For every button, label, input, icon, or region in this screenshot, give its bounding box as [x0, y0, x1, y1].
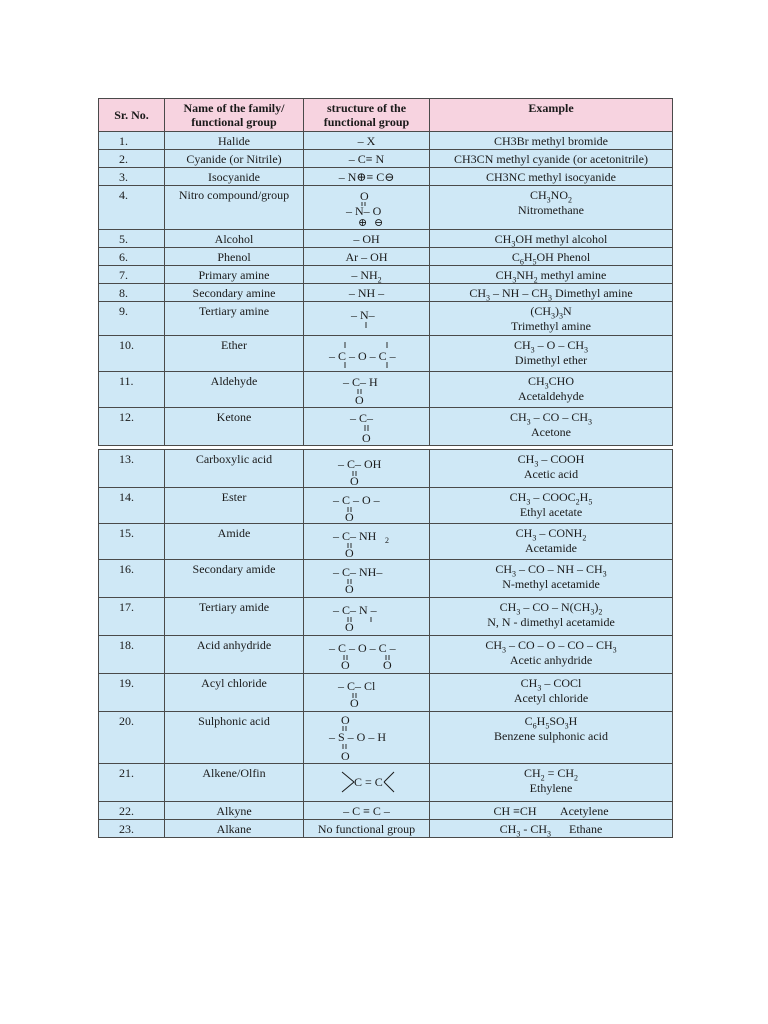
svg-text:O: O: [354, 393, 364, 406]
svg-text:O: O: [361, 431, 371, 444]
row-sr-no: 1.: [99, 132, 165, 150]
svg-text:O: O: [340, 658, 350, 672]
row-family-name: Primary amine: [165, 266, 304, 284]
example-name: Acetic acid: [523, 467, 579, 481]
example-formula: $CH_3CHO$: [527, 374, 574, 391]
row-structure: – OH: [304, 230, 430, 248]
table-row: [99, 450, 673, 488]
row-family-name: Alkyne: [165, 802, 304, 820]
example-text: CH3Br methyl bromide: [494, 134, 608, 148]
row-sr-no: 5.: [99, 230, 165, 248]
table-row: [99, 372, 673, 408]
example-formula: $CH_3$ – O – $CH_3$: [513, 338, 588, 355]
row-sr-no: 10.: [99, 336, 165, 372]
row-sr-no: 17.: [99, 598, 165, 636]
row-family-name: Aldehyde: [165, 372, 304, 408]
table-row: [99, 488, 673, 524]
row-example: [430, 560, 673, 598]
svg-text:– C–: – C–: [349, 411, 373, 425]
table-row: [99, 168, 673, 186]
row-sr-no: 3.: [99, 168, 165, 186]
negative-charge-icon: ⊖: [373, 217, 383, 228]
svg-text:– C– NH–: – C– NH–: [332, 565, 382, 579]
row-structure: [304, 372, 430, 408]
row-example: [430, 408, 673, 446]
functional-groups-table-part-1: [98, 98, 673, 446]
positive-charge-icon: ⊕: [357, 217, 367, 228]
table-row: [99, 674, 673, 712]
row-family-name: Nitro compound/group: [165, 186, 304, 230]
table-header-row: [99, 99, 673, 132]
ether-structure: [317, 338, 417, 370]
row-sr-no: 19.: [99, 674, 165, 712]
table-row: [99, 248, 673, 266]
example-name: Ethyl acetate: [519, 505, 583, 519]
example-name: Acetic anhydride: [509, 653, 593, 667]
svg-text:– C – O –: – C – O –: [332, 493, 380, 507]
example-name: Acetaldehyde: [518, 389, 584, 403]
row-structure: [304, 712, 430, 764]
svg-text:2: 2: [384, 536, 389, 545]
carboxylic-acid-structure: [332, 452, 402, 486]
row-family-name: Secondary amine: [165, 284, 304, 302]
svg-text:O: O: [344, 582, 354, 596]
example-formula: $C_6H_5SO_3H$: [524, 714, 578, 731]
row-example: [430, 302, 673, 336]
row-example: [430, 488, 673, 524]
example-text: CH3CN methyl cyanide (or acetonitrile): [454, 152, 648, 166]
example-name: Trimethyl amine: [511, 319, 591, 333]
row-sr-no: 4.: [99, 186, 165, 230]
table-row: [99, 820, 673, 838]
row-sr-no: 22.: [99, 802, 165, 820]
functional-groups-table-part-2: [98, 449, 673, 838]
row-structure: [304, 488, 430, 524]
example-text: $CH_3 - CH_3$ Ethane: [499, 822, 603, 839]
header-family-name-line-2: functional group: [191, 115, 277, 129]
row-structure: – C ≡ C –: [304, 802, 430, 820]
sulphonic-acid-structure: [327, 714, 407, 762]
svg-text:O: O: [340, 714, 350, 727]
row-sr-no: 13.: [99, 450, 165, 488]
example-formula: $CH_3$ – COCl: [520, 676, 582, 693]
header-structure-line-2: functional group: [323, 115, 410, 129]
example-formula: $CH_3$ – CO – $N(CH_3)_2$: [499, 600, 603, 617]
row-family-name: Halide: [165, 132, 304, 150]
example-formula: $CH_3$ – $COOC_2H_5$: [509, 490, 593, 507]
example-text: $CH_3NH_2$ methyl amine: [495, 268, 607, 285]
oxygen-top-atom: O: [359, 189, 369, 203]
example-name: Acetone: [531, 425, 571, 439]
row-family-name: Alcohol: [165, 230, 304, 248]
header-sr-no: Sr. No.: [99, 99, 165, 132]
example-formula: $CH_3$ – $CONH_2$: [515, 526, 587, 543]
ester-structure: [327, 490, 407, 522]
row-example: [430, 132, 673, 150]
svg-text:– C– N –: – C– N –: [332, 603, 377, 617]
table-row: [99, 302, 673, 336]
example-text: $CH_3OH$ methyl alcohol: [494, 232, 608, 249]
tertiary-amine-structure: [342, 304, 392, 332]
example-formula: $CH_2 = CH_2$: [523, 766, 579, 783]
svg-text:– C– Cl: – C– Cl: [337, 679, 375, 693]
secondary-amide-structure: [327, 562, 407, 596]
row-sr-no: 15.: [99, 524, 165, 560]
row-structure: [304, 450, 430, 488]
row-example: [430, 820, 673, 838]
example-text: CH ≡CH Acetylene: [493, 804, 609, 818]
example-name: Acetamide: [525, 541, 577, 555]
row-example: [430, 168, 673, 186]
row-family-name: Alkene/Olfin: [165, 764, 304, 802]
table-row: [99, 336, 673, 372]
row-example: [430, 764, 673, 802]
table-row: [99, 150, 673, 168]
row-family-name: Ketone: [165, 408, 304, 446]
row-structure: [304, 560, 430, 598]
svg-text:O: O: [344, 546, 354, 558]
example-name: Benzene sulphonic acid: [494, 729, 608, 743]
svg-text:O: O: [349, 696, 359, 710]
row-sr-no: 23.: [99, 820, 165, 838]
row-sr-no: 12.: [99, 408, 165, 446]
row-sr-no: 6.: [99, 248, 165, 266]
row-example: [430, 524, 673, 560]
row-example: [430, 248, 673, 266]
row-family-name: Ester: [165, 488, 304, 524]
svg-text:O: O: [382, 658, 392, 672]
row-structure: Ar – OH: [304, 248, 430, 266]
example-name: Dimethyl ether: [514, 353, 588, 367]
svg-text:O: O: [344, 620, 354, 634]
table-row: [99, 764, 673, 802]
row-example: [430, 674, 673, 712]
aldehyde-structure: [337, 374, 397, 406]
svg-text:O: O: [340, 749, 350, 762]
row-family-name: Carboxylic acid: [165, 450, 304, 488]
svg-text:– N–: – N–: [350, 308, 375, 322]
example-name: N, N - dimethyl acetamide: [487, 615, 615, 629]
row-sr-no: 7.: [99, 266, 165, 284]
table-row: [99, 230, 673, 248]
row-family-name: Tertiary amine: [165, 302, 304, 336]
header-family-name: [165, 99, 304, 132]
table-row: [99, 186, 673, 230]
table-row: [99, 802, 673, 820]
row-structure: [304, 636, 430, 674]
row-family-name: Sulphonic acid: [165, 712, 304, 764]
table-row: [99, 524, 673, 560]
row-example: [430, 230, 673, 248]
nitro-group-structure: [332, 188, 402, 228]
tertiary-amide-structure: [327, 600, 407, 634]
row-family-name: Alkane: [165, 820, 304, 838]
svg-text:– C– OH: – C– OH: [337, 457, 381, 471]
table-row: [99, 598, 673, 636]
example-name: Nitromethane: [518, 203, 584, 217]
row-example: [430, 336, 673, 372]
svg-text:C = C: C = C: [353, 775, 383, 789]
svg-text:– C– H: – C– H: [342, 375, 378, 389]
table-row: [99, 284, 673, 302]
ketone-structure: [342, 410, 392, 444]
row-structure: – NH –: [304, 284, 430, 302]
row-structure: – N⊕≡ C⊖: [304, 168, 430, 186]
header-example: Example: [430, 99, 673, 132]
amide-structure: [327, 526, 407, 558]
row-family-name: Isocyanide: [165, 168, 304, 186]
row-structure: [304, 598, 430, 636]
alkene-structure: [332, 766, 402, 800]
example-formula: $(CH_3)_3N$: [530, 304, 572, 321]
acid-anhydride-structure: [317, 638, 417, 672]
row-sr-no: 18.: [99, 636, 165, 674]
example-name: Ethylene: [529, 781, 573, 795]
row-example: [430, 284, 673, 302]
row-structure: – X: [304, 132, 430, 150]
svg-text:O: O: [349, 474, 359, 486]
row-sr-no: 14.: [99, 488, 165, 524]
table-row: [99, 560, 673, 598]
row-structure: No functional group: [304, 820, 430, 838]
row-structure: [304, 336, 430, 372]
row-structure: – C≡ N: [304, 150, 430, 168]
svg-text:– C– NH: – C– NH: [332, 529, 376, 543]
example-text: $C_6H_5OH$ Phenol: [511, 250, 591, 267]
row-family-name: Phenol: [165, 248, 304, 266]
row-family-name: Ether: [165, 336, 304, 372]
svg-text:– S – O – H: – S – O – H: [328, 730, 386, 744]
row-structure: [304, 764, 430, 802]
row-example: [430, 372, 673, 408]
example-formula: $CH_3$ – CO – NH – $CH_3$: [495, 562, 607, 579]
row-family-name: Tertiary amide: [165, 598, 304, 636]
row-example: [430, 450, 673, 488]
row-structure: [304, 408, 430, 446]
row-family-name: Secondary amide: [165, 560, 304, 598]
row-sr-no: 16.: [99, 560, 165, 598]
row-family-name: Acyl chloride: [165, 674, 304, 712]
row-example: [430, 266, 673, 284]
svg-text:O: O: [344, 510, 354, 522]
table-row: [99, 266, 673, 284]
acyl-chloride-structure: [332, 676, 402, 710]
example-formula: $CH_3NO_2$: [529, 188, 572, 205]
row-family-name: Acid anhydride: [165, 636, 304, 674]
table-row: [99, 712, 673, 764]
table-row: [99, 636, 673, 674]
row-structure: [304, 302, 430, 336]
nitrogen-atom: – N– O: [345, 204, 381, 218]
header-structure: [304, 99, 430, 132]
svg-text:– C – O – C –: – C – O – C –: [328, 641, 396, 655]
svg-text:– C – O – C –: – C – O – C –: [328, 349, 396, 363]
row-sr-no: 11.: [99, 372, 165, 408]
row-structure: [304, 186, 430, 230]
row-structure: [304, 524, 430, 560]
table-row: [99, 132, 673, 150]
example-text: $CH_3$ – NH – $CH_3$ Dimethyl amine: [469, 286, 633, 303]
header-structure-line-1: structure of the: [326, 101, 407, 115]
example-formula: $CH_3$ – CO – $CH_3$: [509, 410, 592, 427]
table-row: [99, 408, 673, 446]
row-family-name: Amide: [165, 524, 304, 560]
row-sr-no: 20.: [99, 712, 165, 764]
row-example: [430, 636, 673, 674]
example-formula: $CH_3$ – CO – O – CO – $CH_3$: [485, 638, 617, 655]
row-sr-no: 8.: [99, 284, 165, 302]
row-example: [430, 712, 673, 764]
example-name: N-methyl acetamide: [502, 577, 600, 591]
example-text: CH3NC methyl isocyanide: [486, 170, 616, 184]
row-sr-no: 2.: [99, 150, 165, 168]
header-family-name-line-1: Name of the family/: [183, 101, 285, 115]
row-sr-no: 9.: [99, 302, 165, 336]
example-formula: $CH_3$ – COOH: [517, 452, 585, 469]
row-example: [430, 150, 673, 168]
row-family-name: Cyanide (or Nitrile): [165, 150, 304, 168]
example-name: Acetyl chloride: [513, 691, 589, 705]
row-example: [430, 598, 673, 636]
row-sr-no: 21.: [99, 764, 165, 802]
row-example: [430, 186, 673, 230]
row-example: [430, 802, 673, 820]
row-structure: [304, 674, 430, 712]
row-structure: – $NH_2$: [304, 266, 430, 284]
